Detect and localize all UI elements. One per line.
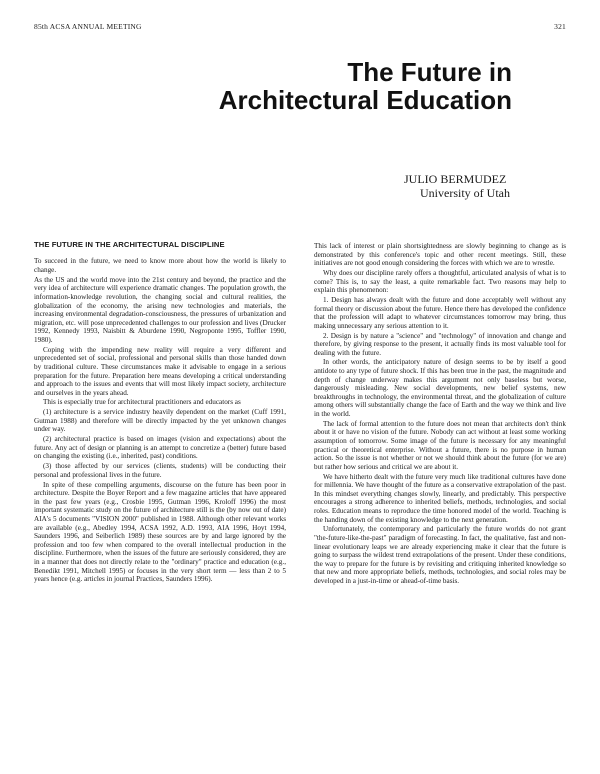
paragraph: As the US and the world move into the 21st century and beyond, the practice and the very idea of architecture will experience dramatic changes. The population growth, the information-knowledge revolution, the changing social and cultural realities, the globalization of the economy, the arising new technologies and materials, the increasing environmental degradation-consciousness, the pressures of urbanization and migration, etc. will pose unprecedented challenges to our profession and lives (Drucker 1992, Kennedy 1993, Naisbitt & Aburdene 1990, Negroponte 1995, Toffler 1990, 1980). — [34, 275, 286, 344]
paragraph: Unfortunately, the contemporary and particularly the future worlds do not grant "the-future-like-the-past" paradigm of forecasting. In fact, the qualitative, fast and non-linear evolutionary leaps we are already experiencing make it clear that the future is going to surpass the wildest trend extrapolations of the present. Under these conditions, the way to prepare for the future is by revisiting and critiquing inherited knowledge so that new and more appropriate beliefs, methods, technologies, and social roles may be developed in a just-in-time or ahead-of-time basis. — [314, 525, 566, 585]
paragraph: (3) those affected by our services (clients, students) will be conducting their personal and professional lives in the future. — [34, 462, 286, 479]
author-affiliation: University of Utah — [420, 186, 510, 200]
author-name: JULIO BERMUDEZ — [404, 172, 507, 186]
page-number: 321 — [554, 22, 566, 31]
right-column — [314, 242, 566, 587]
running-header — [34, 22, 566, 34]
left-column — [34, 240, 286, 585]
title-line-1: The Future in — [347, 57, 512, 87]
paragraph: This lack of interest or plain shortsightedness are slowly beginning to change as is demonstrated by this conference's topic and other recent meetings. Still, these initiatives are not good enough considering the forces with which we are to wrestle. — [314, 242, 566, 268]
section-heading: THE FUTURE IN THE ARCHITECTURAL DISCIPLINE — [34, 240, 225, 249]
paragraph: In other words, the anticipatory nature of design seems to be by itself a good antidote to any type of future shock. If this has been true in the past, the magnitude and depth of change underway makes this argument not only baseless but worse, dangerously misleading. New social developments, new belief systems, new breakthroughs in technology, the environmental threat, and the globalization of culture among others will substantially change the face of Earth and the way we think and live in the world. — [314, 358, 566, 419]
paragraph: Coping with the impending new reality will require a very different and unprecedented set of social, professional and personal skills than those handed down by traditional culture. These circumstances make it advisable to engage in a serious preparation for the future. Preparation here means developing a critical understanding and approach to the issues and events that will most likely impact society, architecture and ourselves in the years ahead. — [34, 345, 286, 397]
paragraph: Why does our discipline rarely offers a thoughtful, articulated analysis of what is to come? This is, to say the least, a quite remarkable fact. Two reasons may help to explain this phenomenon: — [314, 268, 566, 295]
article-title — [219, 58, 512, 114]
paragraph: We have hitherto dealt with the future very much like traditional cultures have done for millennia. We have thought of the future as a conservative extrapolation of the past. In this mindset everything changes slowly, linearly, and predictably. This perspective encourages a strong adherence to inherited beliefs, methods, technologies, and social roles. Education means to reproduce the time honored model of the world. Teaching is the handing down of the existing knowledge to the next generation. — [314, 472, 566, 524]
title-line-2: Architectural Education — [218, 85, 512, 115]
paragraph: The lack of formal attention to the future does not mean that architects don't think about it or have no vision of the future. Nobody can act without at least some working assumption of tomorrow. Some image of the future is necessary for any meaningful practical or theoretical enterprise. Without a future, there is no purpose in human action. So the issue is not whether or not we should think about the future (for we are) but rather how serious and critical we are about it. — [314, 419, 566, 471]
paragraph: 2. Design is by nature a "science" and "technology" of innovation and change and therefore, by giving response to the present, it actually finds its most valuable tool for dealing with the future. — [314, 331, 566, 357]
paragraph: 1. Design has always dealt with the future and done acceptably well without any formal theory or discussion about the future. Hence there has developed the confidence that the profession will adapt to whatever circumstances tomorrow may bring, thus making unnecessary any serious attention to it. — [314, 295, 566, 330]
paragraph: This is especially true for architectural practitioners and educators as — [43, 398, 241, 407]
author-block — [404, 172, 510, 200]
paragraph: (1) architecture is a service industry heavily dependent on the market (Cuff 1991, Gutman 1988) and therefore will be directly impacted by the yet unknown changes under way. — [34, 408, 286, 434]
epigraph: To succeed in the future, we need to know more about how the world is likely to change. — [34, 257, 286, 274]
running-head: 85th ACSA ANNUAL MEETING — [34, 22, 142, 31]
paragraph: In spite of these compelling arguments, discourse on the future has been poor in architecture. Despite the Boyer Report and a few magazine articles that have appeared in the past few years (e.g., Crosbie 1995, Gutman 1996, Kroloff 1996) the most important systematic study on the future of architecture still is the (by now out of date) AIA's 5 documents "VISION 2000" published in 1988. Although other relevant works are available (e.g., Abedley 1994, ACSA 1992, A.D. 1993, AIA 1996, Hoyt 1994, Saunders 1996, and Seiberlich 1989) these sources are by and large ignored by the profession and too few when compared to the overall intellectual production in the discipline. Furthermore, when the issues of the future are seriously considered, they are in a manner that does not directly relate to the "ordinary" practice and education (e.g., Benedikt 1991, Mitchell 1995) or focuses in the very short term — less than 2 to 5 years hence (e.g. articles in journal Practices, Saunders 1996). — [34, 480, 286, 584]
paragraph: (2) architectural practice is based on images (vision and expectations) about the future. Any act of design or planning is an attempt to concretize a (better) future based on changing the existing (i.e., inherited, past) conditions. — [34, 435, 286, 461]
